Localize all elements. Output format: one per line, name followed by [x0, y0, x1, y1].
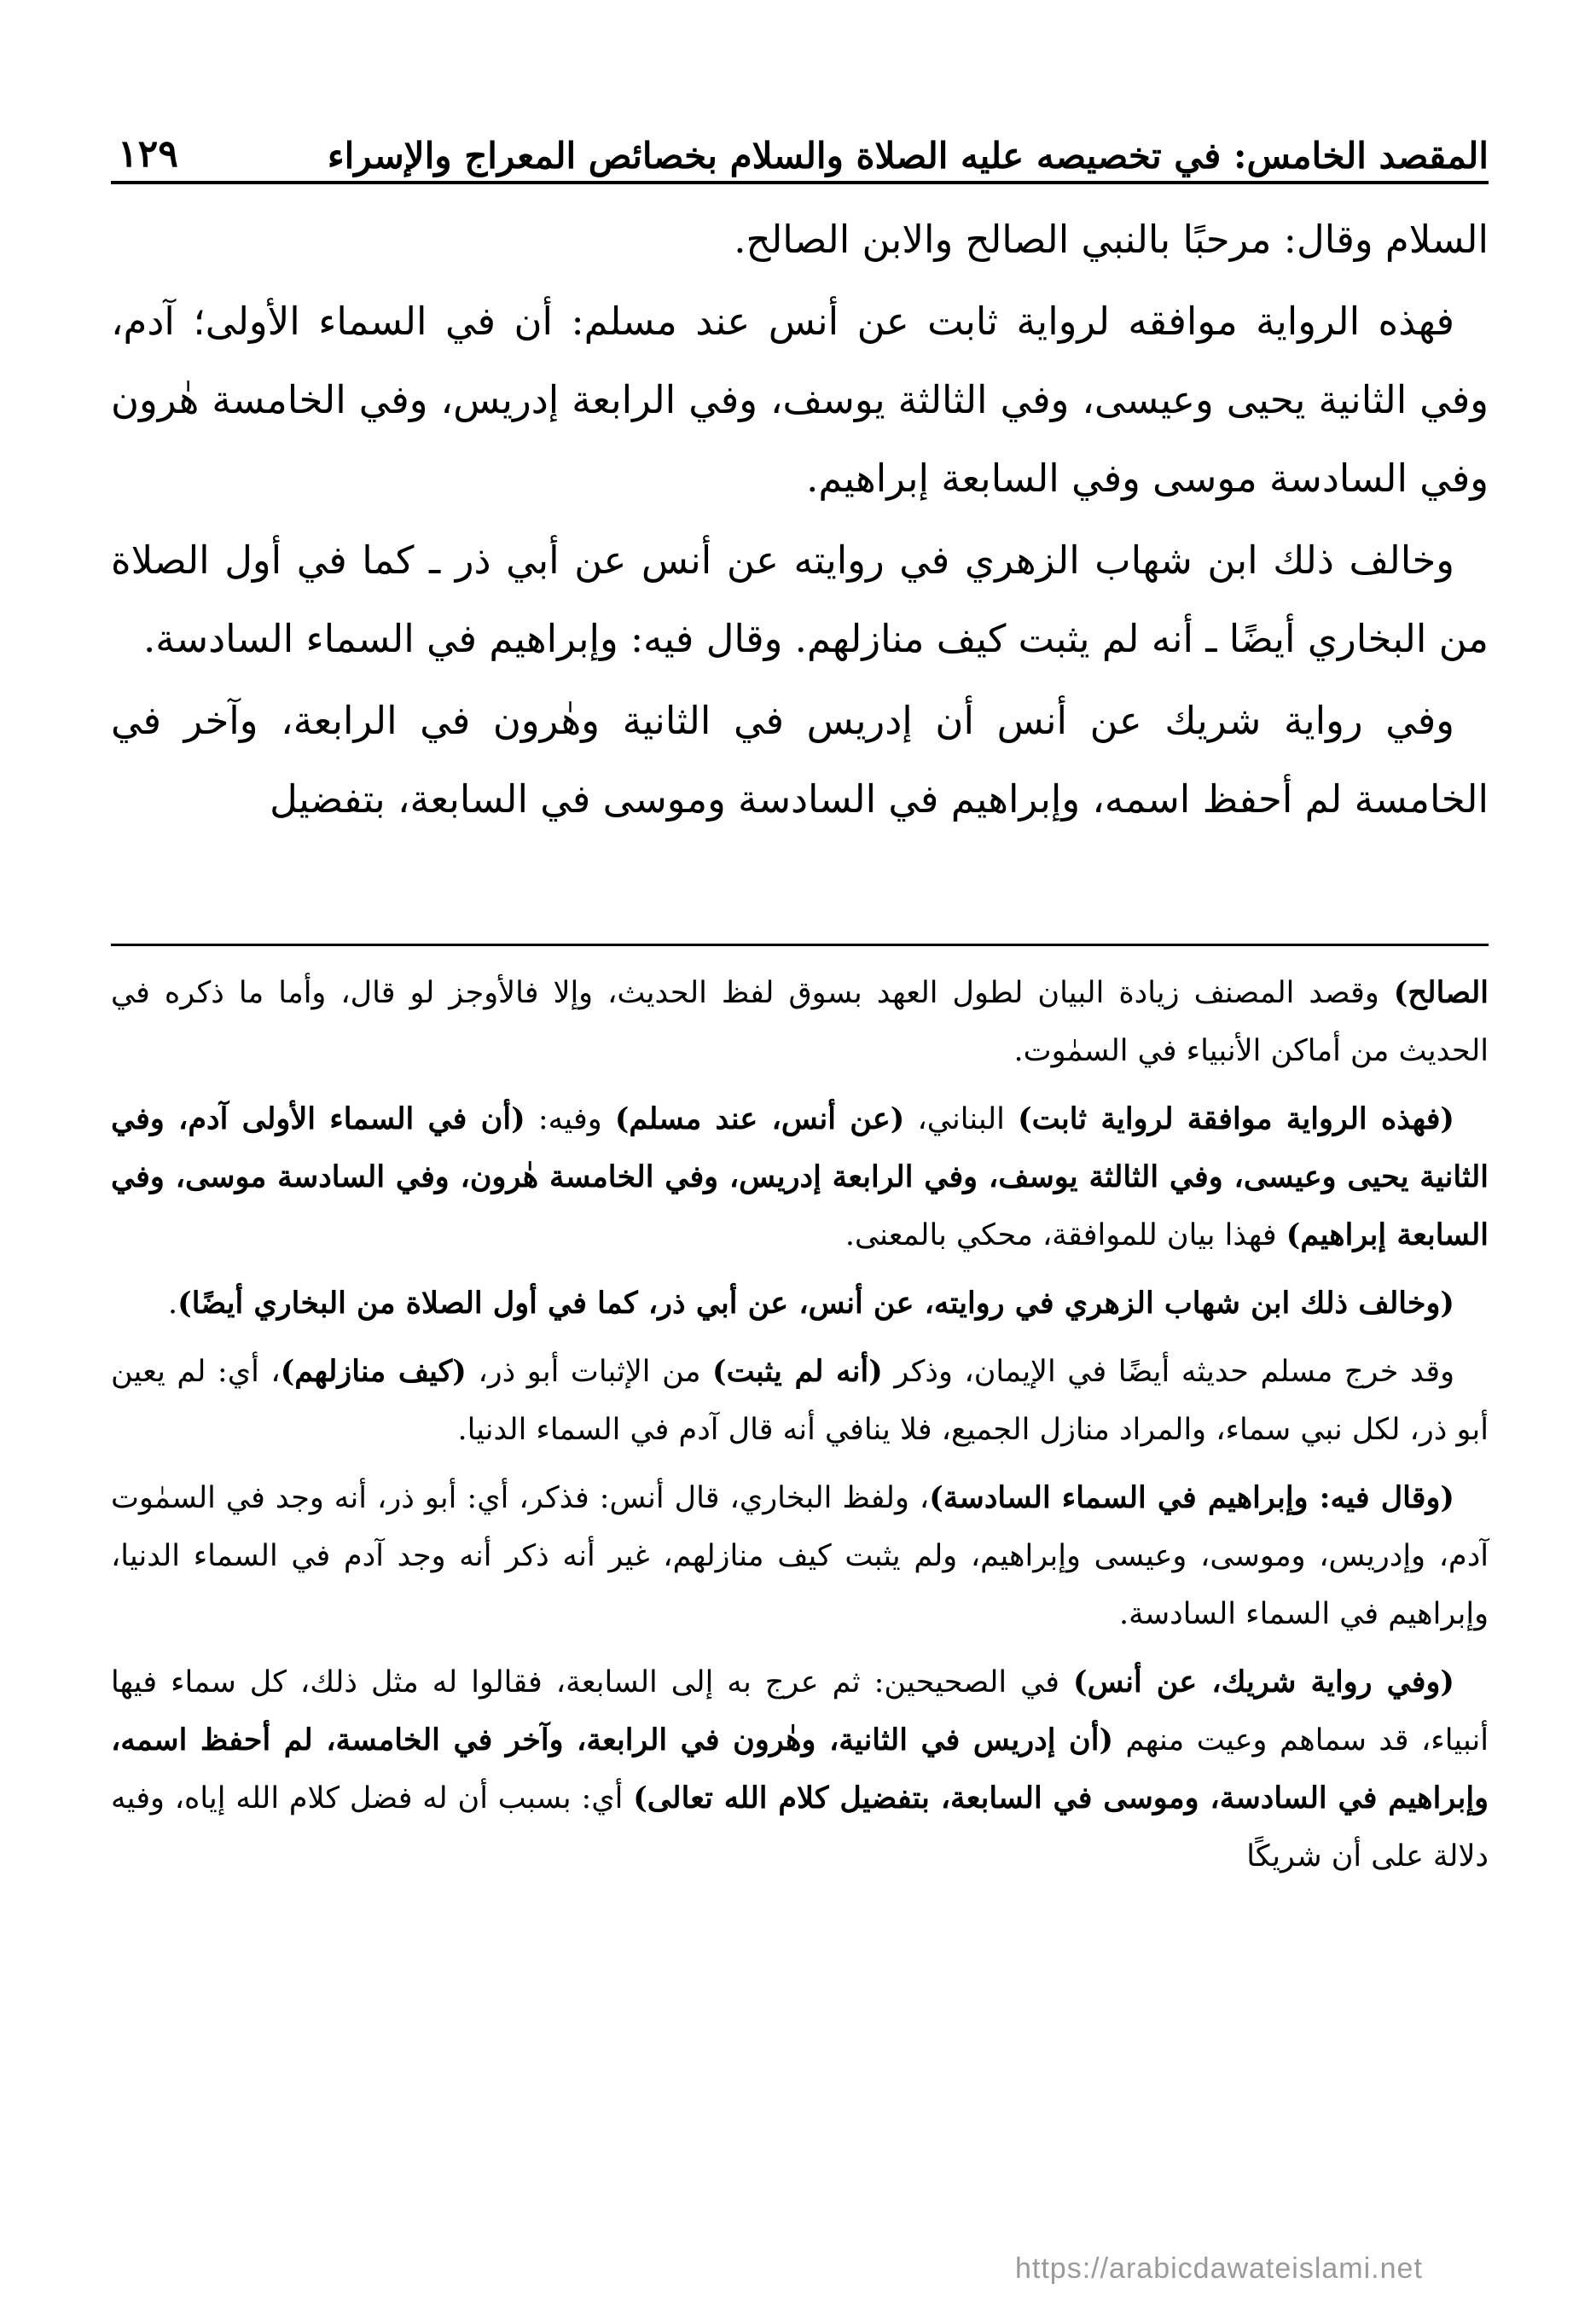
- footnote-divider: [111, 944, 1489, 946]
- main-paragraph: وخالف ذلك ابن شهاب الزهري في روايته عن أنس عن أبي ذر ـ كما في أول الصلاة من البخاري أيضًا ـ أنه لم يثبت كيف منازلهم. وقال فيه: وإبراهيم في السماء السادسة.: [111, 537, 1489, 661]
- commentary-text: أي: بسبب أن له فضل كلام الله إياه، وفيه دلالة على أن شريكًا: [111, 1781, 1489, 1874]
- quoted-phrase: (كيف منازلهم): [280, 1354, 467, 1389]
- commentary-text: ، أي: لم يعين أبو ذر، لكل نبي سماء، والمراد منازل الجميع، فلا ينافي أنه قال آدم في السماء الدنيا.: [111, 1355, 1489, 1447]
- header-divider: [111, 181, 1489, 184]
- quoted-phrase: (وقال فيه: وإبراهيم في السماء السادسة): [929, 1480, 1454, 1515]
- commentary-text: .: [168, 1287, 178, 1321]
- commentary-text: وفيه:: [525, 1102, 615, 1136]
- commentary-text: من الإثبات أبو ذر،: [466, 1355, 713, 1389]
- main-paragraph: وفي رواية شريك عن أنس أن إدريس في الثانية وهٰرون في الرابعة، وآخر في الخامسة لم أحفظ اسمه، وإبراهيم في السادسة وموسى في السابعة، بتفضيل: [111, 698, 1489, 822]
- quoted-phrase: الصالح): [1393, 975, 1489, 1010]
- commentary-paragraph: [111, 1090, 1489, 1264]
- quoted-phrase: (وخالف ذلك ابن شهاب الزهري في روايته، عن أنس، عن أبي ذر، كما في أول الصلاة من البخاري أيضًا): [177, 1286, 1454, 1321]
- commentary-paragraph: [111, 1275, 1489, 1333]
- quoted-phrase: (عن أنس، عند مسلم): [614, 1101, 905, 1136]
- header-title: المقصد الخامس: في تخصيصه عليه الصلاة والسلام بخصائص المعراج والإسراء: [327, 134, 1489, 177]
- main-paragraph: فهذه الرواية موافقه لرواية ثابت عن أنس عند مسلم: أن في السماء الأولى؛ آدم، وفي الثانية يحيى وعيسى، وفي الثالثة يوسف، وفي الرابعة إدريس، وفي الخامسة هٰرون وفي السادسة موسى وفي السابعة إبراهيم.: [111, 299, 1489, 501]
- commentary-text: وقصد المصنف زيادة البيان لطول العهد بسوق لفظ الحديث، وإلا فالأوجز لو قال، وأما ما ذكره في الحديث من أماكن الأنبياء في السمٰوت.: [111, 976, 1489, 1068]
- commentary-paragraph: [111, 1653, 1489, 1885]
- book-page: [111, 102, 1489, 2286]
- commentary-paragraph: [111, 1469, 1489, 1643]
- quoted-phrase: (فهذه الرواية موافقة لرواية ثابت): [1018, 1101, 1454, 1136]
- main-text: [111, 200, 1489, 842]
- commentary-text: البناني،: [904, 1102, 1019, 1136]
- commentary-text: وقد خرج مسلم حديثه أيضًا في الإيمان، وذكر: [882, 1355, 1454, 1389]
- commentary-paragraph: [111, 964, 1489, 1080]
- main-paragraph: السلام وقال: مرحبًا بالنبي الصالح والابن الصالح.: [734, 217, 1489, 262]
- quoted-phrase: (وفي رواية شريك، عن أنس): [1073, 1665, 1454, 1699]
- page-number: ١٢٩: [118, 132, 178, 177]
- quoted-phrase: (أنه لم يثبت): [712, 1354, 883, 1389]
- watermark-url: https://arabicdawateislami.net: [1015, 2252, 1423, 2285]
- commentary-text: ، ولفظ البخاري، قال أنس: فذكر، أي: أبو ذر، أنه وجد في السمٰوت آدم، وإدريس، وموسى، وعيسى وإبراهيم، ولم يثبت كيف منازلهم، غير أنه ذكر أنه وجد آدم في السماء الدنيا، وإبراهيم في السماء السادسة.: [111, 1481, 1489, 1631]
- commentary-text: في الصحيحين: ثم عرج به إلى السابعة، فقالوا له مثل ذلك، كل سماء فيها أنبياء، قد سماهم وعيت منهم: [111, 1665, 1489, 1758]
- running-header: [111, 118, 1489, 177]
- commentary: [111, 964, 1489, 1896]
- quoted-phrase: (أن إدريس في الثانية، وهٰرون في الرابعة، وآخر في الخامسة، لم أحفظ اسمه، وإبراهيم في السادسة، وموسى في السابعة، بتفضيل كلام الله تعالى): [111, 1723, 1489, 1816]
- commentary-paragraph: [111, 1343, 1489, 1459]
- commentary-text: فهذا بيان للموافقة، محكي بالمعنى.: [845, 1218, 1286, 1252]
- quoted-phrase: (أن في السماء الأولى آدم، وفي الثانية يحيى وعيسى، وفي الثالثة يوسف، وفي الرابعة إدريس، وفي الخامسة هٰرون، وفي السادسة موسى، وفي السابعة إبراهيم): [111, 1101, 1489, 1252]
